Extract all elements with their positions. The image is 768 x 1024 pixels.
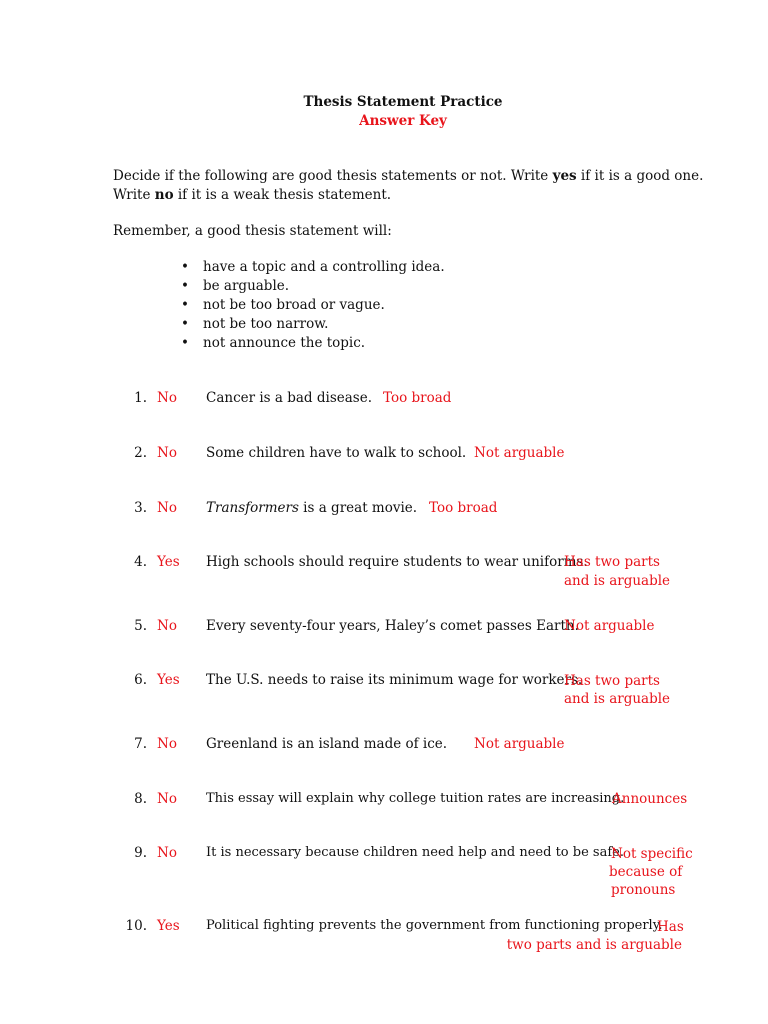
remember-heading: Remember, a good thesis statement will: — [113, 223, 392, 239]
criteria-item: • not be too broad or vague. — [181, 296, 445, 315]
item-statement: Some children have to walk to school. — [206, 445, 467, 461]
item-number: 8. — [134, 791, 147, 807]
answer-key-subtitle: Answer Key — [359, 113, 447, 129]
item-note: Not arguable — [474, 736, 565, 752]
item-statement: High schools should require students to wear uniforms. — [206, 554, 588, 570]
item-statement — [206, 500, 417, 516]
criteria-item: • be arguable. — [181, 277, 445, 296]
item-note-line: Has two parts — [564, 554, 660, 570]
item-number: 7. — [134, 736, 147, 752]
instructions-line-1 — [113, 167, 703, 186]
item-answer: Yes — [157, 918, 180, 934]
item-answer: No — [157, 845, 177, 861]
item-answer: Yes — [157, 554, 180, 570]
item-statement: It is necessary because children need help and need to be safe. — [206, 845, 624, 860]
item-note: Too broad — [429, 500, 498, 516]
item-answer: No — [157, 618, 177, 634]
criteria-item: • have a topic and a controlling idea. — [181, 258, 445, 277]
item-statement: This essay will explain why college tuition rates are increasing. — [206, 791, 625, 806]
item-number: 4. — [134, 554, 147, 570]
item-note: Too broad — [383, 390, 452, 406]
item-note: Announces — [612, 791, 688, 807]
movie-title: Transformers — [206, 500, 299, 516]
item-number: 10. — [125, 918, 147, 934]
item-note: Not arguable — [564, 618, 655, 634]
item-number: 6. — [134, 672, 147, 688]
page-title: Thesis Statement Practice — [303, 94, 503, 110]
item-answer: Yes — [157, 672, 180, 688]
item-answer: No — [157, 390, 177, 406]
item-note-line: Has two parts — [564, 673, 660, 689]
criteria-list — [181, 258, 445, 353]
instructions-line-2 — [113, 186, 391, 205]
instructions-text: if it is a weak thesis statement. — [173, 187, 392, 203]
criteria-item: • not be too narrow. — [181, 315, 445, 334]
item-note-line: because of — [609, 864, 683, 880]
item-number: 1. — [134, 390, 147, 406]
criteria-item: • not announce the topic. — [181, 334, 445, 353]
instructions-text: Write — [113, 187, 155, 203]
item-answer: No — [157, 445, 177, 461]
item-number: 9. — [134, 845, 147, 861]
item-number: 2. — [134, 445, 147, 461]
statement-text: is a great movie. — [298, 500, 418, 516]
item-note-line: pronouns — [611, 882, 676, 898]
no-keyword: no — [154, 187, 174, 203]
item-note: Not arguable — [474, 445, 565, 461]
item-statement: Cancer is a bad disease. — [206, 390, 373, 406]
item-statement: Greenland is an island made of ice. — [206, 736, 448, 752]
item-note-line: and is arguable — [564, 573, 671, 589]
yes-keyword: yes — [552, 168, 577, 184]
item-statement: The U.S. needs to raise its minimum wage for workers. — [206, 672, 583, 688]
item-statement: Political fighting prevents the government from functioning properly. — [206, 918, 663, 933]
item-number: 5. — [134, 618, 147, 634]
item-statement: Every seventy-four years, Haley’s comet passes Earth. — [206, 618, 579, 634]
instructions-text: Decide if the following are good thesis statements or not. Write — [113, 168, 553, 184]
instructions-text: if it is a good one. — [576, 168, 704, 184]
item-note-line: two parts and is arguable — [506, 937, 682, 953]
item-note-line: Not specific — [611, 846, 693, 862]
item-number: 3. — [134, 500, 147, 516]
item-answer: No — [157, 791, 177, 807]
item-note-line: and is arguable — [564, 691, 671, 707]
item-note-line: Has — [657, 919, 684, 935]
item-answer: No — [157, 736, 177, 752]
item-answer: No — [157, 500, 177, 516]
